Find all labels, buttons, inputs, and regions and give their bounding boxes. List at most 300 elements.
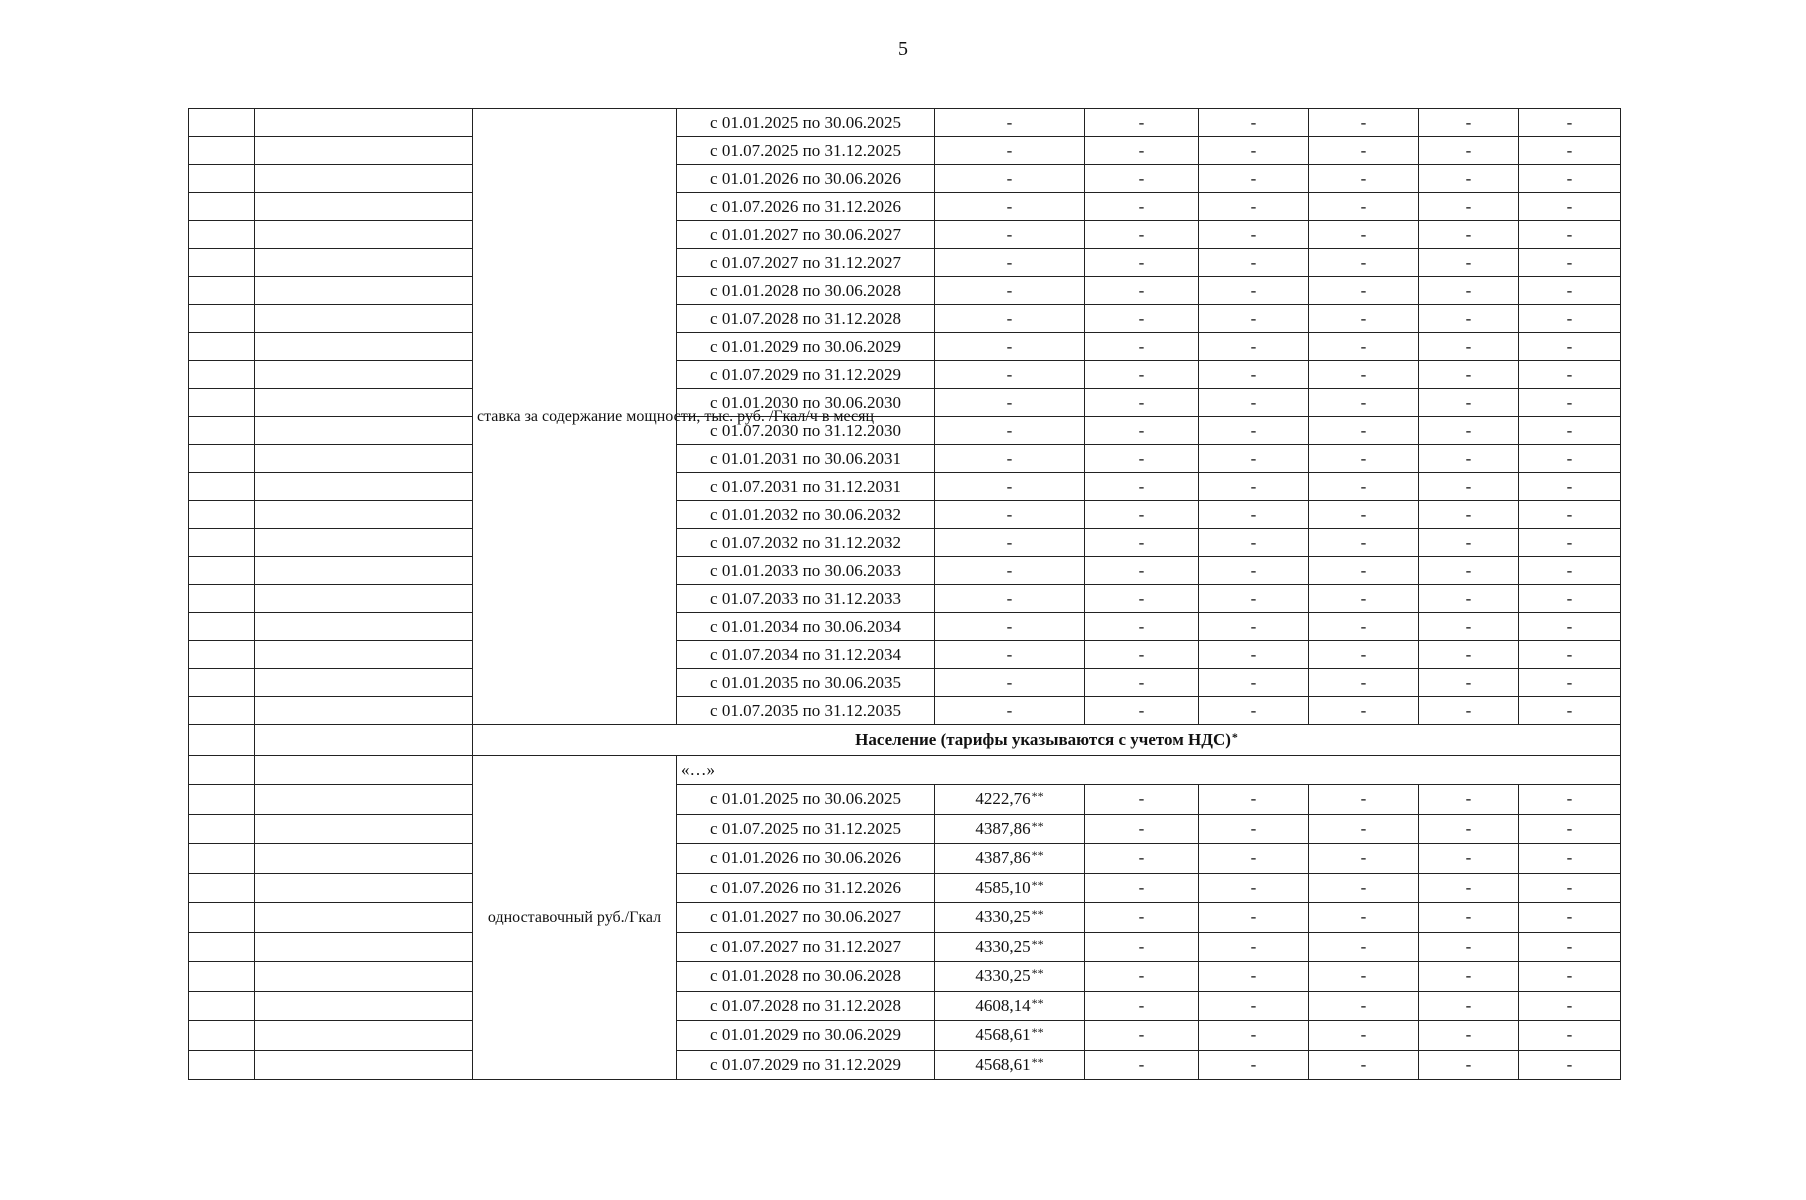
row-number-cell <box>189 641 255 669</box>
name-cell <box>255 697 473 725</box>
empty-value-dash: - <box>1199 585 1309 613</box>
name-cell <box>255 873 473 903</box>
empty-value-dash: - <box>1519 305 1621 333</box>
empty-value-dash: - <box>1419 557 1519 585</box>
empty-value-dash: - <box>1519 669 1621 697</box>
table-row <box>189 585 1621 613</box>
empty-value-dash: - <box>1085 305 1199 333</box>
table-row <box>189 417 1621 445</box>
empty-value-dash: - <box>1309 903 1419 933</box>
empty-value-dash: - <box>1085 814 1199 844</box>
empty-value-dash: - <box>1519 165 1621 193</box>
row-number-cell <box>189 501 255 529</box>
period-cell: с 01.01.2030 по 30.06.2030 <box>677 389 935 417</box>
row-number-cell <box>189 249 255 277</box>
empty-value-dash: - <box>935 501 1085 529</box>
table-row <box>189 473 1621 501</box>
empty-value-dash: - <box>1309 697 1419 725</box>
empty-value-dash: - <box>935 333 1085 361</box>
tariff-value: 4568,61 <box>975 1054 1031 1074</box>
empty-value-dash: - <box>935 669 1085 697</box>
period-cell: с 01.01.2035 по 30.06.2035 <box>677 669 935 697</box>
footnote-mark: ** <box>1031 877 1044 892</box>
row-number-cell <box>189 756 255 785</box>
table-row <box>189 613 1621 641</box>
empty-value-dash: - <box>1419 361 1519 389</box>
empty-value-dash: - <box>1419 473 1519 501</box>
empty-value-dash: - <box>1519 445 1621 473</box>
empty-value-dash: - <box>1199 962 1309 992</box>
period-cell: с 01.01.2025 по 30.06.2025 <box>677 785 935 815</box>
table-row <box>189 249 1621 277</box>
empty-value-dash: - <box>935 585 1085 613</box>
empty-value-dash: - <box>1309 109 1419 137</box>
empty-value-dash: - <box>1085 1021 1199 1051</box>
tariff-value: 4608,14 <box>975 995 1031 1015</box>
name-cell <box>255 445 473 473</box>
row-number-cell <box>189 873 255 903</box>
empty-value-dash: - <box>1199 697 1309 725</box>
name-cell <box>255 417 473 445</box>
section-title-text: Население (тарифы указываются с учетом НДС) <box>855 730 1231 749</box>
empty-value-dash: - <box>1309 613 1419 641</box>
empty-value-dash: - <box>1419 249 1519 277</box>
empty-value-dash: - <box>1199 277 1309 305</box>
empty-value-dash: - <box>1199 249 1309 277</box>
rate-label-capacity: ставка за содержание мощности, тыс. руб. /Гкал/ч в месяц <box>473 109 677 725</box>
empty-value-dash: - <box>1085 221 1199 249</box>
empty-value-dash: - <box>1519 277 1621 305</box>
row-number-cell <box>189 137 255 165</box>
tariff-value-cell <box>935 903 1085 933</box>
empty-value-dash: - <box>935 389 1085 417</box>
empty-value-dash: - <box>1519 109 1621 137</box>
empty-value-dash: - <box>1519 473 1621 501</box>
row-number-cell <box>189 305 255 333</box>
empty-value-dash: - <box>1085 962 1199 992</box>
period-cell: с 01.07.2025 по 31.12.2025 <box>677 814 935 844</box>
empty-value-dash: - <box>1085 277 1199 305</box>
tariff-value: 4568,61 <box>975 1025 1031 1045</box>
tariff-value: 4387,86 <box>975 848 1031 868</box>
row-number-cell <box>189 932 255 962</box>
empty-value-dash: - <box>1419 333 1519 361</box>
empty-value-dash: - <box>1085 844 1199 874</box>
section-title <box>473 725 1621 756</box>
table-row <box>189 529 1621 557</box>
empty-value-dash: - <box>1419 165 1519 193</box>
empty-value-dash: - <box>1309 249 1419 277</box>
period-cell: с 01.07.2026 по 31.12.2026 <box>677 193 935 221</box>
tariff-value-cell <box>935 932 1085 962</box>
empty-value-dash: - <box>1309 1050 1419 1080</box>
empty-value-dash: - <box>1309 669 1419 697</box>
empty-value-dash: - <box>1199 137 1309 165</box>
empty-value-dash: - <box>1309 473 1419 501</box>
tariff-value: 4330,25 <box>975 966 1031 986</box>
empty-value-dash: - <box>1309 305 1419 333</box>
row-number-cell <box>189 991 255 1021</box>
table-row <box>189 277 1621 305</box>
table-row <box>189 501 1621 529</box>
period-cell: с 01.07.2025 по 31.12.2025 <box>677 137 935 165</box>
empty-value-dash: - <box>1519 557 1621 585</box>
empty-value-dash: - <box>1085 249 1199 277</box>
empty-value-dash: - <box>1199 669 1309 697</box>
empty-value-dash: - <box>1419 137 1519 165</box>
empty-value-dash: - <box>935 613 1085 641</box>
period-cell: с 01.01.2029 по 30.06.2029 <box>677 333 935 361</box>
empty-value-dash: - <box>1419 785 1519 815</box>
empty-value-dash: - <box>1309 814 1419 844</box>
empty-value-dash: - <box>1419 844 1519 874</box>
table-row <box>189 221 1621 249</box>
period-cell: с 01.07.2027 по 31.12.2027 <box>677 932 935 962</box>
period-cell: с 01.07.2033 по 31.12.2033 <box>677 585 935 613</box>
row-number-cell <box>189 814 255 844</box>
period-cell: с 01.01.2034 по 30.06.2034 <box>677 613 935 641</box>
tariff-value-cell <box>935 1050 1085 1080</box>
empty-value-dash: - <box>1199 932 1309 962</box>
empty-value-dash: - <box>1419 613 1519 641</box>
row-number-cell <box>189 903 255 933</box>
table-row <box>189 1021 1621 1051</box>
empty-value-dash: - <box>935 697 1085 725</box>
row-number-cell <box>189 785 255 815</box>
name-cell <box>255 991 473 1021</box>
empty-value-dash: - <box>1199 417 1309 445</box>
empty-value-dash: - <box>935 165 1085 193</box>
table-row <box>189 557 1621 585</box>
empty-value-dash: - <box>1519 814 1621 844</box>
row-number-cell <box>189 445 255 473</box>
name-cell <box>255 473 473 501</box>
empty-value-dash: - <box>1309 389 1419 417</box>
empty-value-dash: - <box>1199 221 1309 249</box>
empty-value-dash: - <box>1199 844 1309 874</box>
empty-value-dash: - <box>1519 903 1621 933</box>
empty-value-dash: - <box>1419 417 1519 445</box>
name-cell <box>255 137 473 165</box>
tariff-value: 4387,86 <box>975 818 1031 838</box>
empty-value-dash: - <box>1519 137 1621 165</box>
footnote-mark: ** <box>1031 966 1044 981</box>
table-row <box>189 445 1621 473</box>
tariff-table <box>188 108 1621 1080</box>
empty-value-dash: - <box>1309 529 1419 557</box>
empty-value-dash: - <box>1519 1021 1621 1051</box>
empty-value-dash: - <box>1419 873 1519 903</box>
empty-value-dash: - <box>1519 193 1621 221</box>
row-number-cell <box>189 585 255 613</box>
period-cell: с 01.01.2026 по 30.06.2026 <box>677 165 935 193</box>
empty-value-dash: - <box>1199 193 1309 221</box>
row-number-cell <box>189 193 255 221</box>
empty-value-dash: - <box>1419 109 1519 137</box>
empty-value-dash: - <box>1309 962 1419 992</box>
empty-value-dash: - <box>1419 305 1519 333</box>
rate-label-single: одноставочный руб./Гкал <box>473 756 677 1080</box>
name-cell <box>255 193 473 221</box>
empty-value-dash: - <box>1085 613 1199 641</box>
empty-value-dash: - <box>1519 221 1621 249</box>
empty-value-dash: - <box>1519 333 1621 361</box>
empty-value-dash: - <box>1085 137 1199 165</box>
empty-value-dash: - <box>1309 193 1419 221</box>
empty-value-dash: - <box>1085 932 1199 962</box>
table-row <box>189 193 1621 221</box>
empty-value-dash: - <box>1519 697 1621 725</box>
period-cell: с 01.01.2027 по 30.06.2027 <box>677 221 935 249</box>
empty-value-dash: - <box>1309 165 1419 193</box>
empty-value-dash: - <box>935 529 1085 557</box>
ellipsis-row <box>189 756 1621 785</box>
period-cell: с 01.07.2035 по 31.12.2035 <box>677 697 935 725</box>
row-number-cell <box>189 389 255 417</box>
name-cell <box>255 305 473 333</box>
name-cell <box>255 613 473 641</box>
row-number-cell <box>189 613 255 641</box>
empty-value-dash: - <box>1199 473 1309 501</box>
period-cell: с 01.07.2027 по 31.12.2027 <box>677 249 935 277</box>
empty-value-dash: - <box>1085 389 1199 417</box>
period-cell: с 01.07.2031 по 31.12.2031 <box>677 473 935 501</box>
row-number-cell <box>189 1021 255 1051</box>
row-number-cell <box>189 165 255 193</box>
empty-value-dash: - <box>1419 585 1519 613</box>
empty-value-dash: - <box>1199 445 1309 473</box>
empty-value-dash: - <box>1519 641 1621 669</box>
period-cell: с 01.07.2029 по 31.12.2029 <box>677 1050 935 1080</box>
empty-value-dash: - <box>1519 962 1621 992</box>
empty-value-dash: - <box>935 249 1085 277</box>
name-cell <box>255 962 473 992</box>
row-number-cell <box>189 557 255 585</box>
empty-value-dash: - <box>935 305 1085 333</box>
period-cell: с 01.01.2025 по 30.06.2025 <box>677 109 935 137</box>
footnote-mark: ** <box>1031 818 1044 833</box>
name-cell <box>255 389 473 417</box>
table-body <box>189 109 1621 1080</box>
empty-value-dash: - <box>1199 873 1309 903</box>
table-row <box>189 137 1621 165</box>
empty-value-dash: - <box>1309 557 1419 585</box>
section-header-row <box>189 725 1621 756</box>
table-row <box>189 1050 1621 1080</box>
empty-value-dash: - <box>1519 249 1621 277</box>
empty-value-dash: - <box>1519 932 1621 962</box>
empty-value-dash: - <box>1309 785 1419 815</box>
period-cell: с 01.01.2032 по 30.06.2032 <box>677 501 935 529</box>
empty-value-dash: - <box>935 221 1085 249</box>
empty-value-dash: - <box>1419 1050 1519 1080</box>
empty-value-dash: - <box>1199 529 1309 557</box>
footnote-mark: ** <box>1031 907 1044 922</box>
empty-value-dash: - <box>1199 903 1309 933</box>
table-row <box>189 389 1621 417</box>
name-cell <box>255 814 473 844</box>
empty-value-dash: - <box>1199 1021 1309 1051</box>
tariff-value: 4585,10 <box>975 877 1031 897</box>
period-cell: с 01.01.2028 по 30.06.2028 <box>677 277 935 305</box>
row-number-cell <box>189 417 255 445</box>
row-number-cell <box>189 1050 255 1080</box>
ellipsis-cell: «…» <box>677 756 1621 785</box>
empty-value-dash: - <box>1419 221 1519 249</box>
table-row <box>189 165 1621 193</box>
name-cell <box>255 557 473 585</box>
empty-value-dash: - <box>1085 529 1199 557</box>
empty-value-dash: - <box>1519 529 1621 557</box>
empty-value-dash: - <box>1309 932 1419 962</box>
page-number: 5 <box>898 38 908 60</box>
period-cell: с 01.07.2034 по 31.12.2034 <box>677 641 935 669</box>
row-number-cell <box>189 109 255 137</box>
empty-value-dash: - <box>1309 585 1419 613</box>
empty-value-dash: - <box>1419 501 1519 529</box>
tariff-value-cell <box>935 873 1085 903</box>
name-cell <box>255 641 473 669</box>
name-cell <box>255 221 473 249</box>
row-number-cell <box>189 529 255 557</box>
empty-value-dash: - <box>1419 277 1519 305</box>
table-row <box>189 903 1621 933</box>
period-cell: с 01.01.2031 по 30.06.2031 <box>677 445 935 473</box>
name-cell <box>255 725 473 756</box>
empty-value-dash: - <box>1519 613 1621 641</box>
empty-value-dash: - <box>1419 445 1519 473</box>
name-cell <box>255 249 473 277</box>
empty-value-dash: - <box>1085 557 1199 585</box>
row-number-cell <box>189 361 255 389</box>
empty-value-dash: - <box>1519 844 1621 874</box>
row-number-cell <box>189 962 255 992</box>
row-number-cell <box>189 277 255 305</box>
name-cell <box>255 1050 473 1080</box>
name-cell <box>255 109 473 137</box>
tariff-value-cell <box>935 785 1085 815</box>
empty-value-dash: - <box>935 109 1085 137</box>
empty-value-dash: - <box>1085 361 1199 389</box>
empty-value-dash: - <box>1519 361 1621 389</box>
empty-value-dash: - <box>935 473 1085 501</box>
period-cell: с 01.01.2029 по 30.06.2029 <box>677 1021 935 1051</box>
row-number-cell <box>189 669 255 697</box>
empty-value-dash: - <box>1419 669 1519 697</box>
empty-value-dash: - <box>1199 613 1309 641</box>
empty-value-dash: - <box>1085 501 1199 529</box>
table-row <box>189 962 1621 992</box>
table-row <box>189 991 1621 1021</box>
empty-value-dash: - <box>1419 932 1519 962</box>
empty-value-dash: - <box>1419 193 1519 221</box>
row-number-cell <box>189 844 255 874</box>
empty-value-dash: - <box>935 557 1085 585</box>
table-row <box>189 361 1621 389</box>
empty-value-dash: - <box>1085 641 1199 669</box>
empty-value-dash: - <box>1419 529 1519 557</box>
empty-value-dash: - <box>1519 785 1621 815</box>
name-cell <box>255 844 473 874</box>
empty-value-dash: - <box>1419 389 1519 417</box>
tariff-value-cell <box>935 814 1085 844</box>
name-cell <box>255 529 473 557</box>
empty-value-dash: - <box>935 641 1085 669</box>
name-cell <box>255 756 473 785</box>
empty-value-dash: - <box>935 277 1085 305</box>
empty-value-dash: - <box>1199 641 1309 669</box>
tariff-value-cell <box>935 991 1085 1021</box>
period-cell: с 01.07.2030 по 31.12.2030 <box>677 417 935 445</box>
empty-value-dash: - <box>1085 473 1199 501</box>
empty-value-dash: - <box>1309 641 1419 669</box>
table-row <box>189 873 1621 903</box>
empty-value-dash: - <box>1309 417 1419 445</box>
empty-value-dash: - <box>1085 991 1199 1021</box>
period-cell: с 01.01.2028 по 30.06.2028 <box>677 962 935 992</box>
row-number-cell <box>189 725 255 756</box>
footnote-mark: * <box>1231 730 1238 744</box>
empty-value-dash: - <box>1309 137 1419 165</box>
footnote-mark: ** <box>1031 995 1044 1010</box>
empty-value-dash: - <box>1309 501 1419 529</box>
row-number-cell <box>189 473 255 501</box>
period-cell: с 01.01.2026 по 30.06.2026 <box>677 844 935 874</box>
footnote-mark: ** <box>1031 1025 1044 1040</box>
empty-value-dash: - <box>935 417 1085 445</box>
empty-value-dash: - <box>1085 903 1199 933</box>
empty-value-dash: - <box>1199 333 1309 361</box>
empty-value-dash: - <box>1519 991 1621 1021</box>
empty-value-dash: - <box>1519 1050 1621 1080</box>
period-cell: с 01.01.2033 по 30.06.2033 <box>677 557 935 585</box>
empty-value-dash: - <box>1199 305 1309 333</box>
empty-value-dash: - <box>1199 361 1309 389</box>
empty-value-dash: - <box>1199 109 1309 137</box>
tariff-value: 4222,76 <box>975 789 1031 809</box>
empty-value-dash: - <box>1085 1050 1199 1080</box>
footnote-mark: ** <box>1031 936 1044 951</box>
name-cell <box>255 903 473 933</box>
empty-value-dash: - <box>1085 785 1199 815</box>
empty-value-dash: - <box>1419 814 1519 844</box>
table-row <box>189 785 1621 815</box>
empty-value-dash: - <box>1309 277 1419 305</box>
empty-value-dash: - <box>1519 873 1621 903</box>
name-cell <box>255 669 473 697</box>
empty-value-dash: - <box>1519 501 1621 529</box>
empty-value-dash: - <box>1085 333 1199 361</box>
footnote-mark: ** <box>1031 1054 1044 1069</box>
period-cell: с 01.07.2028 по 31.12.2028 <box>677 305 935 333</box>
empty-value-dash: - <box>1419 697 1519 725</box>
empty-value-dash: - <box>1309 445 1419 473</box>
row-number-cell <box>189 697 255 725</box>
table-row <box>189 932 1621 962</box>
empty-value-dash: - <box>935 445 1085 473</box>
name-cell <box>255 932 473 962</box>
empty-value-dash: - <box>1085 193 1199 221</box>
name-cell <box>255 501 473 529</box>
empty-value-dash: - <box>1419 991 1519 1021</box>
name-cell <box>255 585 473 613</box>
name-cell <box>255 361 473 389</box>
period-cell: с 01.07.2029 по 31.12.2029 <box>677 361 935 389</box>
empty-value-dash: - <box>935 361 1085 389</box>
table-row <box>189 641 1621 669</box>
empty-value-dash: - <box>1199 165 1309 193</box>
table-row <box>189 305 1621 333</box>
